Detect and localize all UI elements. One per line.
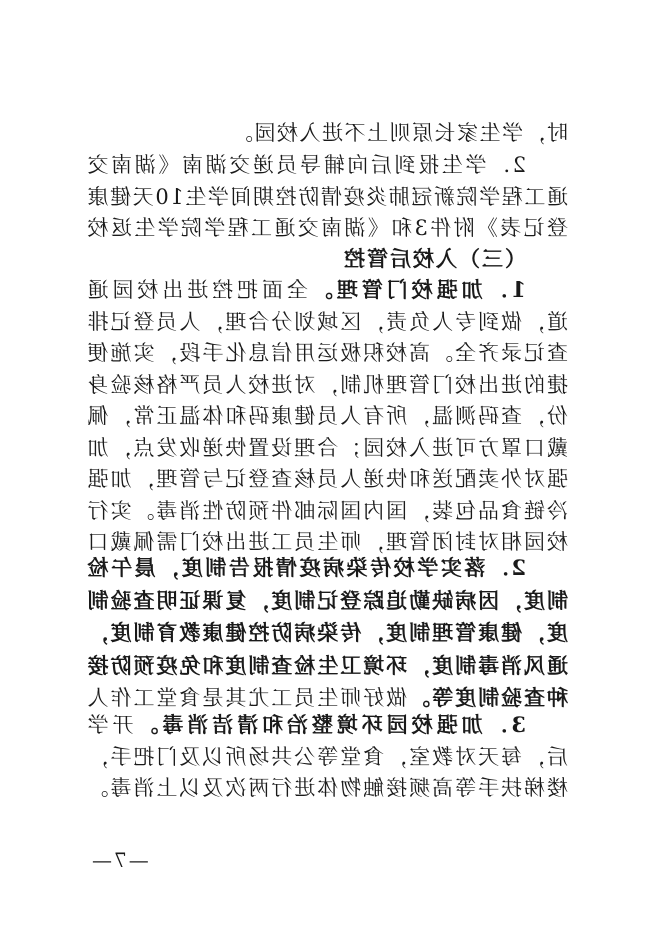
paragraph-parent-entry: 时，学生家长原则上不进入校园。	[230, 121, 568, 145]
paragraph-disinfection-body: 开学后，每天对教室，食堂等公共场所以及门把手，楼梯扶手等高频接触物体进行两次及以上消毒。	[86, 713, 568, 800]
paragraph-gate-management-lead: 1．加强校门管理。	[307, 277, 526, 302]
paragraph-registration-forms: 2．学生报到后向辅导员递交湖南《湖南交通工程学院新冠肺炎疫情防控期间学生10天健康登记表》附件3和《湖南交通工程学院学生返校	[86, 153, 568, 240]
paragraph-reporting-systems-body: 做好师生员工尤其是食堂工作人	[86, 686, 408, 710]
paragraph-reporting-systems	[86, 552, 568, 710]
section-heading: （三）入校后管控	[342, 246, 526, 271]
paragraph-disinfection-lead: 3．加强校园环境整治和清洁消毒。	[133, 712, 526, 737]
paragraph-reporting-systems-lead: 2．落实学校传染病疫情报告制度，晨午检制度，因病缺勤追踪登记制度，复课证明查验制度，健康管理制度，传染病防控健康教育制度，通风消毒制度，环境卫生检查制度和免疫预防接种查验制度等。	[86, 555, 568, 710]
page-number: —7—	[90, 848, 149, 872]
paragraph-gate-management-body: 全面把控进出校园通道，做到专人负责，区域划分合理，人员登记排查记录齐全。高校积极运用信息化手段，实施便捷的进出校门管理机制，对进校人员严格核验身份，查码测温，所有人员健康码和体温正常，佩戴口罩方可进入校园；合理设置快递收发点，加强对外卖配送和快递人员核查登记与管理，加强冷链食品包装，国内国际邮件预防性消毒。实行校园相对封闭管理，师生员工进出校门需佩戴口	[86, 278, 568, 554]
paragraph-disinfection	[86, 709, 568, 805]
paragraph-gate-management	[86, 274, 568, 558]
